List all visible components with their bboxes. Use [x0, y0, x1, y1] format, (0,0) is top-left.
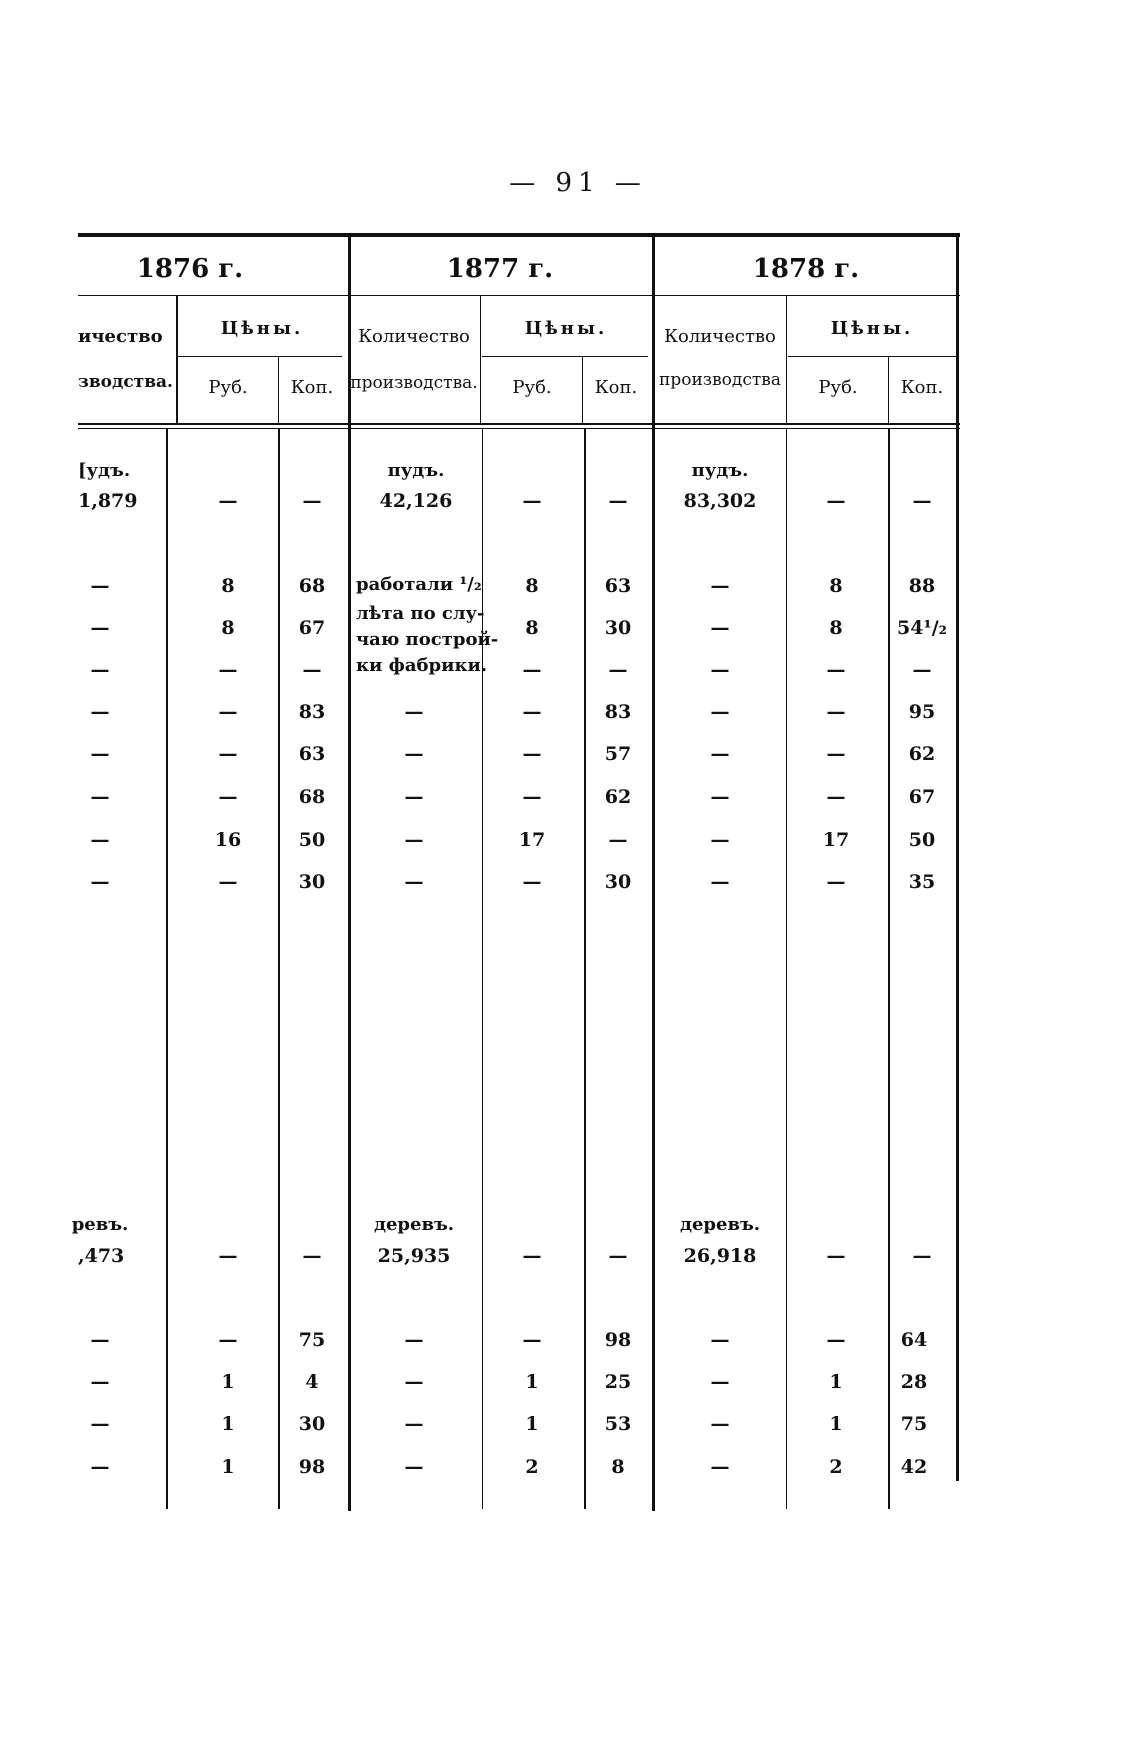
rub-header-1877: Руб. [512, 377, 552, 398]
s1-row8-col3: 30 [298, 871, 326, 893]
s1-row8-col1: — [90, 871, 110, 893]
s2-row4-col2: 1 [221, 1456, 235, 1478]
year-1877: 1877 г. [446, 254, 554, 284]
s1-row6-col1: — [90, 786, 110, 808]
rub-header-1876: Руб. [208, 377, 248, 398]
unit-1878-s1: пудъ. [691, 460, 749, 481]
s2-row3-col9: 75 [900, 1413, 928, 1435]
s2-row2-col7: — [710, 1371, 730, 1393]
s2-row4-col8: 2 [829, 1456, 843, 1478]
kop-header-1877: Коп. [594, 377, 638, 398]
s2-row4-col1: — [90, 1456, 110, 1478]
s1-row6-col8: 67 [908, 786, 936, 808]
s1-row8-col2: — [218, 871, 238, 893]
s1-qty1877-row4: — [404, 701, 424, 723]
s2-row3-col2: 1 [221, 1413, 235, 1435]
col-rule-qty-1876 [176, 296, 178, 424]
s1-row7-col2: 16 [214, 829, 242, 851]
header-bottom-rule [78, 423, 960, 425]
s2-row2-col8: 1 [829, 1371, 843, 1393]
body-rule-e [786, 429, 787, 1509]
s1-row7-col5: — [608, 829, 628, 851]
col-rule-qty-1877 [480, 296, 481, 424]
year-row-rule [78, 295, 960, 296]
body-rule-f [888, 429, 890, 1509]
s2-row1-col3: 75 [298, 1329, 326, 1351]
qty-header-1877-line1: Количество [358, 326, 470, 347]
s2-row1-col7: — [710, 1329, 730, 1351]
dash-s2-kop1877: — [608, 1245, 628, 1267]
s1-row2-col5: 30 [604, 617, 632, 639]
dash-s2-rub1877: — [522, 1245, 542, 1267]
s1-row3-col3: — [302, 659, 322, 681]
prices-header-1876: Цѣны. [220, 318, 304, 339]
s1-row4-col3: 83 [298, 701, 326, 723]
prices-rule-1878 [788, 356, 958, 357]
s1-row5-col6: — [710, 743, 730, 765]
qty-1876-s2: ,473 [78, 1245, 125, 1267]
s1-row2-col8: 54¹/₂ [896, 617, 948, 639]
s2-row1-col4: — [404, 1329, 424, 1351]
s2-row3-col4: — [404, 1413, 424, 1435]
s1-row4-col7: — [826, 701, 846, 723]
prices-header-1878: Цѣны. [830, 318, 914, 339]
qty-1877-s2: 25,935 [377, 1245, 451, 1267]
header-bottom-rule-2 [78, 428, 960, 429]
s1-row8-col4: — [522, 871, 542, 893]
dash-s2-kop1878: — [912, 1245, 932, 1267]
qty-1878-s1: 83,302 [683, 490, 757, 512]
dash-s1-rub1877: — [522, 490, 542, 512]
s1-row7-col8: 50 [908, 829, 936, 851]
dash-s2-kop1876: — [302, 1245, 322, 1267]
dash-s1-kop1876: — [302, 490, 322, 512]
qty-header-1876-line1: ичество [78, 326, 163, 347]
body-rule-b [278, 429, 280, 1509]
s1-row2-col4: 8 [525, 617, 539, 639]
s1-row7-col4: 17 [518, 829, 546, 851]
s1-row1-col8: 88 [908, 575, 936, 597]
body-rule-a [166, 429, 168, 1509]
qty-1877-s1: 42,126 [379, 490, 453, 512]
s2-row4-col4: — [404, 1456, 424, 1478]
unit-1877-s2: деревъ. [373, 1214, 455, 1235]
s1-row5-col7: — [826, 743, 846, 765]
kop-header-1876: Коп. [290, 377, 334, 398]
table-top-rule [78, 233, 960, 237]
s2-row3-col3: 30 [298, 1413, 326, 1435]
s1-row6-col3: 68 [298, 786, 326, 808]
s1-row2-col2: 8 [221, 617, 235, 639]
s2-row2-col1: — [90, 1371, 110, 1393]
s2-row1-col5: — [522, 1329, 542, 1351]
s2-row3-col5: 1 [525, 1413, 539, 1435]
s1-row6-col5: 62 [604, 786, 632, 808]
s1-row3-col7: — [826, 659, 846, 681]
note-1877-line2: лѣта по слу- [356, 603, 485, 624]
s1-row1-col4: 8 [525, 575, 539, 597]
s1-row8-col8: 35 [908, 871, 936, 893]
qty-1878-s2: 26,918 [683, 1245, 757, 1267]
s1-row2-col6: — [710, 617, 730, 639]
s1-row2-col7: 8 [829, 617, 843, 639]
dash-s2-rub1876: — [218, 1245, 238, 1267]
s1-row4-col1: — [90, 701, 110, 723]
s1-row5-col5: 57 [604, 743, 632, 765]
unit-1876-s2: ревъ. [71, 1214, 129, 1235]
dash-s1-kop1877: — [608, 490, 628, 512]
note-1877-line4: ки фабрики. [356, 655, 488, 676]
s1-row1-col3: 68 [298, 575, 326, 597]
s1-row3-col5: — [608, 659, 628, 681]
s2-row1-col2: — [218, 1329, 238, 1351]
s2-row3-col1: — [90, 1413, 110, 1435]
kop-header-1878: Коп. [900, 377, 944, 398]
s1-qty1877-row8: — [404, 871, 424, 893]
unit-1876-s1: [удъ. [78, 460, 131, 481]
unit-1878-s2: деревъ. [679, 1214, 761, 1235]
s2-row4-col6: 8 [611, 1456, 625, 1478]
s1-row8-col5: 30 [604, 871, 632, 893]
qty-header-1878-line2: производства [659, 370, 781, 390]
s1-row7-col6: — [710, 829, 730, 851]
s1-row3-col1: — [90, 659, 110, 681]
s1-row7-col3: 50 [298, 829, 326, 851]
s1-row6-col4: — [522, 786, 542, 808]
s2-row1-col8: — [826, 1329, 846, 1351]
s2-row4-col9: 42 [900, 1456, 928, 1478]
page-number: — 91 — [509, 168, 647, 198]
s1-row4-col5: 83 [604, 701, 632, 723]
qty-header-1878-line1: Количество [664, 326, 776, 347]
col-rule-qty-1878 [786, 296, 787, 424]
s2-row3-col7: — [710, 1413, 730, 1435]
rub-header-1878: Руб. [818, 377, 858, 398]
s2-row4-col5: 2 [525, 1456, 539, 1478]
prices-rule-1877 [482, 356, 648, 357]
dash-s1-rub1878: — [826, 490, 846, 512]
s2-row2-col2: 1 [221, 1371, 235, 1393]
s1-row6-col2: — [218, 786, 238, 808]
s1-row7-col1: — [90, 829, 110, 851]
s2-row2-col9: 28 [900, 1371, 928, 1393]
s2-row4-col3: 98 [298, 1456, 326, 1478]
col-rule-rub-1878 [888, 357, 889, 424]
s2-row2-col6: 25 [604, 1371, 632, 1393]
s1-row5-col1: — [90, 743, 110, 765]
s1-row5-col4: — [522, 743, 542, 765]
qty-header-1876-line2: зводства. [78, 372, 173, 392]
s2-row2-col5: 1 [525, 1371, 539, 1393]
s1-row4-col2: — [218, 701, 238, 723]
s2-row2-col4: — [404, 1371, 424, 1393]
s1-row5-col3: 63 [298, 743, 326, 765]
dash-s2-rub1878: — [826, 1245, 846, 1267]
qty-header-1877-line2: производства. [350, 373, 478, 393]
s1-qty1877-row6: — [404, 786, 424, 808]
s1-row4-col4: — [522, 701, 542, 723]
s2-row1-col6: 98 [604, 1329, 632, 1351]
s1-row6-col7: — [826, 786, 846, 808]
s1-row1-col6: — [710, 575, 730, 597]
dash-s1-rub1876: — [218, 490, 238, 512]
dash-s1-kop1878: — [912, 490, 932, 512]
qty-1876-s1: 1,879 [78, 490, 138, 512]
col-rule-rub-1877 [582, 357, 583, 424]
s2-row1-col9: 64 [900, 1329, 928, 1351]
col-rule-year-1878 [652, 233, 655, 1511]
unit-1877-s1: пудъ. [387, 460, 445, 481]
s1-row1-col1: — [90, 575, 110, 597]
s1-row3-col6: — [710, 659, 730, 681]
s1-row1-col2: 8 [221, 575, 235, 597]
s1-row3-col8: — [912, 659, 932, 681]
s1-row1-col7: 8 [829, 575, 843, 597]
s1-row6-col6: — [710, 786, 730, 808]
s1-row2-col3: 67 [298, 617, 326, 639]
s1-qty1877-row5: — [404, 743, 424, 765]
s1-qty1877-row7: — [404, 829, 424, 851]
body-rule-d [584, 429, 586, 1509]
note-1877-line1: работали ¹/₂ [356, 574, 482, 595]
year-1878: 1878 г. [752, 254, 860, 284]
s1-row4-col6: — [710, 701, 730, 723]
col-rule-year-1877 [348, 233, 351, 1511]
note-1877-line3: чаю построй- [356, 629, 499, 650]
s1-row2-col1: — [90, 617, 110, 639]
s2-row2-col3: 4 [305, 1371, 319, 1393]
s1-row8-col7: — [826, 871, 846, 893]
s1-row7-col7: 17 [822, 829, 850, 851]
s2-row4-col7: — [710, 1456, 730, 1478]
s1-row5-col2: — [218, 743, 238, 765]
col-rule-rub-1876 [278, 357, 279, 424]
prices-rule-1876 [178, 356, 342, 357]
s1-row1-col5: 63 [604, 575, 632, 597]
s1-row3-col4: — [522, 659, 542, 681]
body-rule-c [482, 429, 483, 1509]
s1-row4-col8: 95 [908, 701, 936, 723]
year-1876: 1876 г. [136, 254, 244, 284]
s2-row1-col1: — [90, 1329, 110, 1351]
table-right-rule [956, 233, 959, 1481]
s1-row5-col8: 62 [908, 743, 936, 765]
s1-row3-col2: — [218, 659, 238, 681]
prices-header-1877: Цѣны. [524, 318, 608, 339]
s1-row8-col6: — [710, 871, 730, 893]
s2-row3-col8: 1 [829, 1413, 843, 1435]
s2-row3-col6: 53 [604, 1413, 632, 1435]
